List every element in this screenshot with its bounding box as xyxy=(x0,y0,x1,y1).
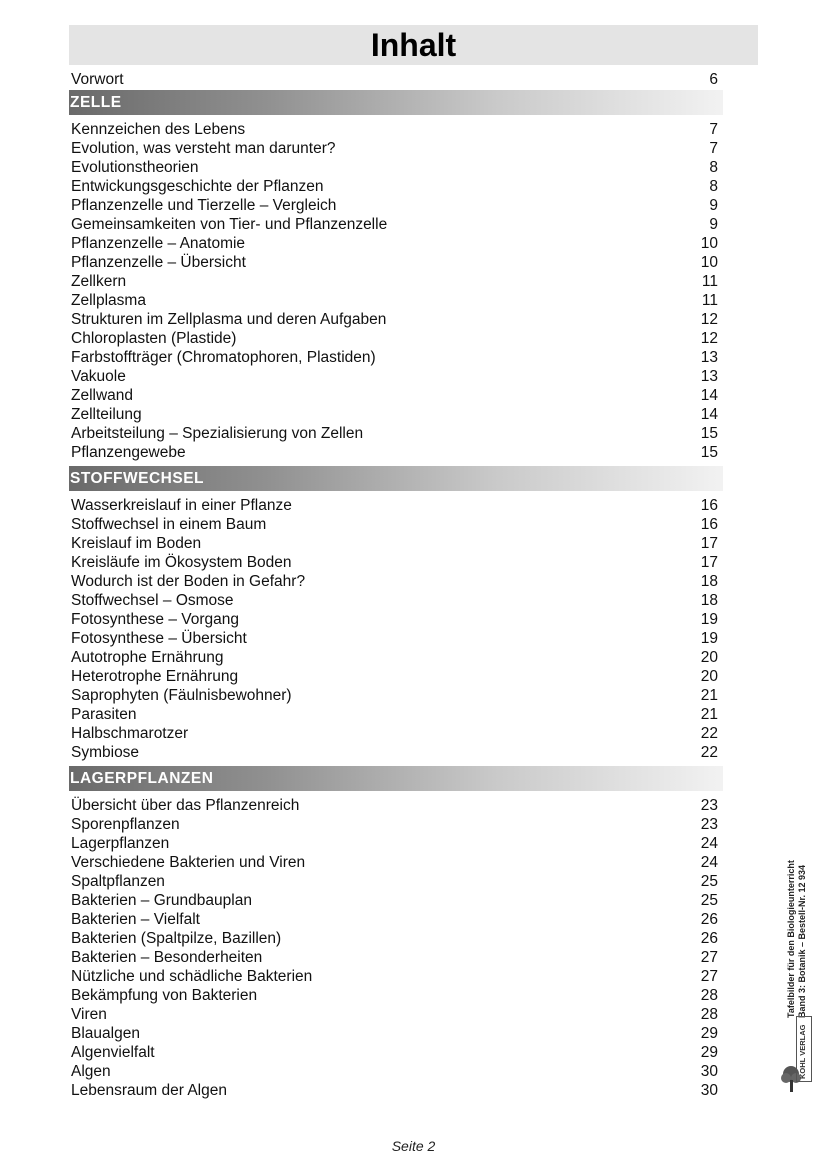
toc-entry[interactable] xyxy=(69,815,723,834)
toc-entry[interactable] xyxy=(69,215,723,234)
toc-entry-page: 21 xyxy=(700,687,718,704)
toc-entry[interactable] xyxy=(69,534,723,553)
toc-entry-page: 14 xyxy=(700,387,718,404)
toc-entry-label: Bakterien (Spaltpilze, Bazillen) xyxy=(71,930,282,947)
section-heading-zelle: ZELLE xyxy=(69,90,723,115)
toc-entry[interactable] xyxy=(69,272,723,291)
toc-entry-page: 19 xyxy=(700,611,718,628)
toc-entry-label: Parasiten xyxy=(71,706,137,723)
toc-entry-page: 20 xyxy=(700,668,718,685)
toc-entry-page: 10 xyxy=(700,254,718,271)
toc-entry-label: Heterotrophe Ernährung xyxy=(71,668,239,685)
toc-entry-label: Evolution, was versteht man darunter? xyxy=(71,140,336,157)
toc-entry-label: Stoffwechsel in einem Baum xyxy=(71,516,267,533)
toc-entry-page: 6 xyxy=(709,71,718,88)
toc-entry[interactable] xyxy=(69,796,723,815)
toc-entry[interactable] xyxy=(69,329,723,348)
toc-entry-label: Entwickungsgeschichte der Pflanzen xyxy=(71,178,324,195)
toc-entry-label: Lebensraum der Algen xyxy=(71,1082,227,1099)
toc-entry[interactable] xyxy=(69,177,723,196)
toc-entry-label: Halbschmarotzer xyxy=(71,725,189,742)
side-label-line1: Tafelbilder für den Biologieunterricht xyxy=(786,860,796,1018)
toc-entry-page: 8 xyxy=(709,178,718,195)
toc-entry[interactable] xyxy=(69,929,723,948)
table-of-contents xyxy=(69,70,723,1100)
toc-entry-page: 12 xyxy=(700,311,718,328)
toc-entry-label: Bakterien – Grundbauplan xyxy=(71,892,252,909)
toc-entry-label: Bakterien – Besonderheiten xyxy=(71,949,263,966)
toc-entry-label: Kreislauf im Boden xyxy=(71,535,202,552)
toc-entry-page: 30 xyxy=(700,1063,718,1080)
toc-entry-page: 22 xyxy=(700,744,718,761)
toc-entry-label: Strukturen im Zellplasma und deren Aufgaben xyxy=(71,311,387,328)
page-number-footer: Seite 2 xyxy=(391,1138,436,1154)
section-stoffwechsel-entries xyxy=(69,496,723,762)
toc-entry[interactable] xyxy=(69,591,723,610)
toc-entry-page: 7 xyxy=(709,121,718,138)
toc-entry-page: 13 xyxy=(700,349,718,366)
toc-entry-page: 30 xyxy=(700,1082,718,1099)
toc-entry-page: 14 xyxy=(700,406,718,423)
toc-entry-label: Kennzeichen des Lebens xyxy=(71,121,246,138)
toc-entry-page: 15 xyxy=(700,425,718,442)
toc-entry-label: Bakterien – Vielfalt xyxy=(71,911,200,928)
toc-entry-label: Fotosynthese – Vorgang xyxy=(71,611,240,628)
toc-entry-page: 7 xyxy=(709,140,718,157)
toc-entry-label: Verschiedene Bakterien und Viren xyxy=(71,854,306,871)
toc-entry[interactable] xyxy=(69,386,723,405)
toc-entry-label: Stoffwechsel – Osmose xyxy=(71,592,234,609)
toc-entry-page: 25 xyxy=(700,873,718,890)
toc-entry-label: Chloroplasten (Plastide) xyxy=(71,330,237,347)
toc-entry-page: 9 xyxy=(709,197,718,214)
toc-entry[interactable] xyxy=(69,405,723,424)
publisher-logo xyxy=(780,1020,812,1094)
toc-entry-label: Pflanzenzelle – Anatomie xyxy=(71,235,246,252)
toc-entry-label: Bekämpfung von Bakterien xyxy=(71,987,258,1004)
toc-entry[interactable] xyxy=(69,648,723,667)
toc-entry-label: Kreisläufe im Ökosystem Boden xyxy=(71,554,292,571)
toc-entry[interactable] xyxy=(69,1081,723,1100)
toc-entry[interactable] xyxy=(69,158,723,177)
toc-entry-page: 12 xyxy=(700,330,718,347)
toc-entry-page: 27 xyxy=(700,949,718,966)
toc-entry-label: Saprophyten (Fäulnisbewohner) xyxy=(71,687,292,704)
toc-entry-label: Symbiose xyxy=(71,744,140,761)
toc-entry[interactable] xyxy=(69,253,723,272)
toc-entry-label: Zellwand xyxy=(71,387,134,404)
toc-entry[interactable] xyxy=(69,367,723,386)
toc-entry-label: Lagerpflanzen xyxy=(71,835,170,852)
toc-entry[interactable] xyxy=(69,515,723,534)
toc-entry[interactable] xyxy=(69,443,723,462)
toc-entry-page: 27 xyxy=(700,968,718,985)
toc-entry-label: Wodurch ist der Boden in Gefahr? xyxy=(71,573,306,590)
toc-entry[interactable] xyxy=(69,834,723,853)
side-label-line2: Band 3: Botanik – Bestell-Nr. 12 934 xyxy=(797,864,807,1018)
toc-entry-page: 24 xyxy=(700,835,718,852)
toc-entry-page: 9 xyxy=(709,216,718,233)
section-heading-lagerpflanzen: LAGERPFLANZEN xyxy=(69,766,723,791)
toc-entry-page: 23 xyxy=(700,797,718,814)
toc-entry-page: 25 xyxy=(700,892,718,909)
toc-entry-page: 26 xyxy=(700,911,718,928)
toc-entry-label: Zellkern xyxy=(71,273,127,290)
toc-entry[interactable] xyxy=(69,120,723,139)
toc-entry[interactable] xyxy=(69,291,723,310)
toc-entry-page: 19 xyxy=(700,630,718,647)
toc-entry[interactable] xyxy=(69,572,723,591)
toc-entry-label: Vakuole xyxy=(71,368,126,385)
toc-entry[interactable] xyxy=(69,310,723,329)
toc-entry[interactable] xyxy=(69,553,723,572)
toc-entry[interactable] xyxy=(69,1062,723,1081)
section-zelle-entries xyxy=(69,120,723,462)
toc-entry[interactable] xyxy=(69,910,723,929)
toc-entry[interactable] xyxy=(69,196,723,215)
toc-entry-page: 24 xyxy=(700,854,718,871)
toc-entry[interactable] xyxy=(69,496,723,515)
toc-entry-page: 20 xyxy=(700,649,718,666)
toc-entry-page: 16 xyxy=(700,497,718,514)
toc-entry-page: 29 xyxy=(700,1044,718,1061)
toc-entry-page: 17 xyxy=(700,554,718,571)
toc-entry[interactable] xyxy=(69,139,723,158)
toc-entry-page: 28 xyxy=(700,1006,718,1023)
toc-entry-page: 22 xyxy=(700,725,718,742)
toc-entry-label: Zellplasma xyxy=(71,292,146,309)
toc-entry-label: Evolutionstheorien xyxy=(71,159,199,176)
toc-entry-label: Autotrophe Ernährung xyxy=(71,649,224,666)
toc-entry-page: 17 xyxy=(700,535,718,552)
section-lagerpflanzen-entries xyxy=(69,796,723,1100)
toc-entry-label: Fotosynthese – Übersicht xyxy=(71,630,247,647)
toc-entry-page: 23 xyxy=(700,816,718,833)
page-title: Inhalt xyxy=(69,25,758,65)
toc-entry[interactable] xyxy=(69,705,723,724)
toc-entry[interactable] xyxy=(69,348,723,367)
toc-entry-page: 29 xyxy=(700,1025,718,1042)
toc-entry-label: Viren xyxy=(71,1006,107,1023)
toc-entry[interactable] xyxy=(69,667,723,686)
toc-entry-label: Arbeitsteilung – Spezialisierung von Zellen xyxy=(71,425,364,442)
toc-entry[interactable] xyxy=(69,967,723,986)
section-heading-stoffwechsel: STOFFWECHSEL xyxy=(69,466,723,491)
toc-entry[interactable] xyxy=(69,424,723,443)
toc-entry-label: Übersicht über das Pflanzenreich xyxy=(71,797,300,814)
toc-entry[interactable] xyxy=(69,234,723,253)
toc-entry[interactable] xyxy=(69,891,723,910)
toc-entry-page: 10 xyxy=(700,235,718,252)
toc-entry-page: 16 xyxy=(700,516,718,533)
toc-entry-page: 13 xyxy=(700,368,718,385)
toc-entry[interactable] xyxy=(69,872,723,891)
toc-entry-label: Wasserkreislauf in einer Pflanze xyxy=(71,497,292,514)
toc-entry-page: 28 xyxy=(700,987,718,1004)
toc-entry-page: 8 xyxy=(709,159,718,176)
toc-entry-page: 21 xyxy=(700,706,718,723)
toc-entry-label: Algen xyxy=(71,1063,111,1080)
toc-entry[interactable] xyxy=(69,743,723,762)
toc-entry-page: 18 xyxy=(700,573,718,590)
toc-entry[interactable] xyxy=(69,629,723,648)
publisher-logo-text: KOHL VERLAG xyxy=(796,1016,812,1082)
toc-entry-page: 18 xyxy=(700,592,718,609)
toc-entry-label: Farbstoffträger (Chromatophoren, Plastiden) xyxy=(71,349,376,366)
toc-entry-label: Nützliche und schädliche Bakterien xyxy=(71,968,313,985)
toc-entry[interactable] xyxy=(69,1005,723,1024)
toc-entry-page: 26 xyxy=(700,930,718,947)
toc-entry[interactable] xyxy=(69,610,723,629)
toc-entry-label: Vorwort xyxy=(71,71,124,88)
toc-entry-label: Zellteilung xyxy=(71,406,142,423)
toc-entry[interactable] xyxy=(69,853,723,872)
toc-entry-label: Pflanzengewebe xyxy=(71,444,186,461)
toc-entry-label: Gemeinsamkeiten von Tier- und Pflanzenzelle xyxy=(71,216,388,233)
toc-entry[interactable] xyxy=(69,986,723,1005)
toc-entry[interactable] xyxy=(69,1043,723,1062)
toc-entry-label: Sporenpflanzen xyxy=(71,816,180,833)
toc-entry[interactable] xyxy=(69,1024,723,1043)
toc-entry-label: Spaltpflanzen xyxy=(71,873,165,890)
toc-entry-label: Pflanzenzelle – Übersicht xyxy=(71,254,246,271)
toc-entry-label: Pflanzenzelle und Tierzelle – Vergleich xyxy=(71,197,337,214)
toc-entry[interactable] xyxy=(69,724,723,743)
toc-entry[interactable] xyxy=(69,948,723,967)
toc-entry-page: 15 xyxy=(700,444,718,461)
toc-entry[interactable] xyxy=(69,686,723,705)
toc-entry-label: Algenvielfalt xyxy=(71,1044,155,1061)
toc-entry-label: Blaualgen xyxy=(71,1025,140,1042)
toc-entry-page: 11 xyxy=(701,273,718,290)
toc-entry-vorwort[interactable] xyxy=(69,70,723,89)
toc-entry-page: 11 xyxy=(701,292,718,309)
